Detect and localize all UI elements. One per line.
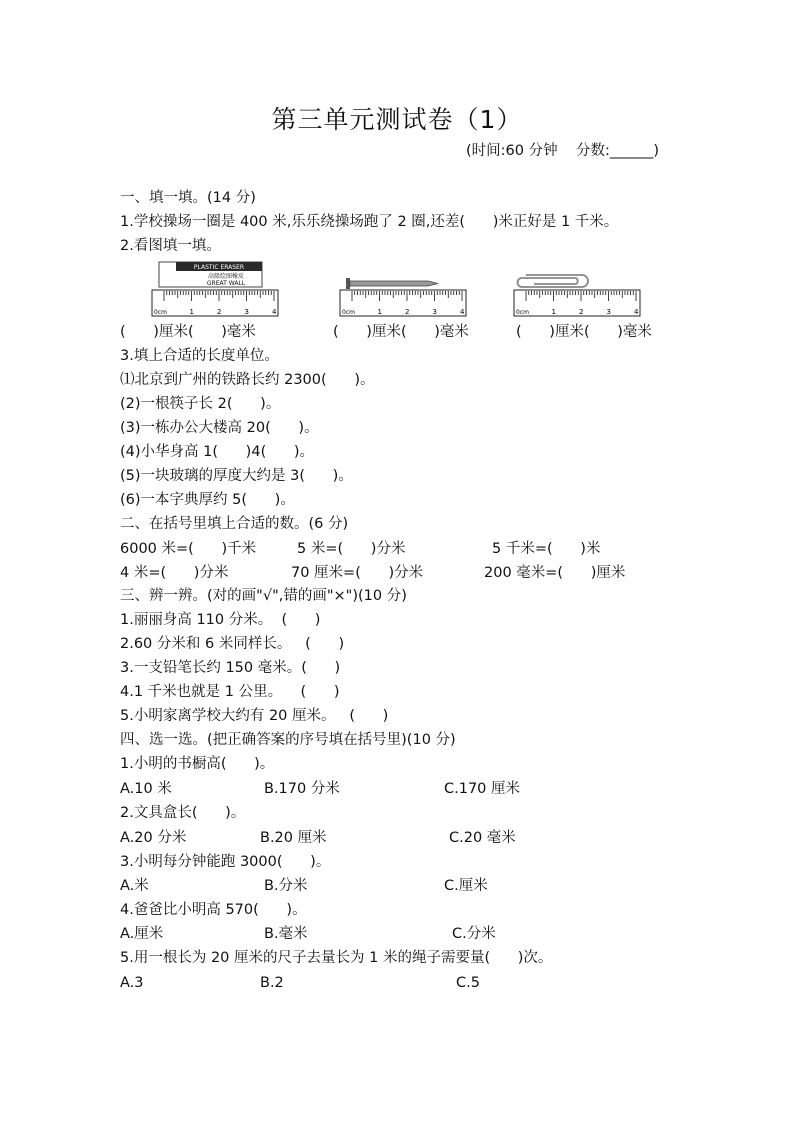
s2-item: 6000 米=( )千米 (120, 541, 257, 557)
s4-option-c: C.20 毫米 (449, 830, 516, 846)
s1-q3-item: ⑴北京到广州的铁路长约 2300( )。 (120, 372, 375, 388)
s1-q3-item: (4)小华身高 1( )4( )。 (120, 444, 315, 460)
ruler-label-1: 1 (189, 308, 194, 316)
ruler-label-0: 0cm (516, 309, 529, 316)
s3-item: 3.一支铅笔长约 150 毫米。( ) (120, 660, 341, 676)
s2-item: 4 米=( )分米 (120, 565, 229, 581)
s4-option-a: A.厘米 (120, 926, 164, 942)
ruler-label-0: 0cm (154, 309, 167, 316)
eraser-ruler-figure (150, 260, 280, 318)
s1-q3-item: (6)一本字典厚约 5( )。 (120, 492, 295, 508)
eraser-label-2: 高级绘图橡皮 (207, 273, 245, 280)
s4-option-b: B.分米 (264, 878, 308, 894)
ruler-label-2: 2 (405, 308, 410, 316)
s4-question: 2.文具盒长( )。 (120, 805, 246, 821)
section4-heading: 四、选一选。(把正确答案的序号填在括号里)(10 分) (120, 732, 456, 748)
s4-option-a: A.20 分米 (120, 830, 187, 846)
s3-item: 1.丽丽身高 110 分米。 ( ) (120, 612, 321, 628)
section2-heading: 二、在括号里填上合适的数。(6 分) (120, 516, 349, 532)
s4-question: 1.小明的书橱高( )。 (120, 756, 275, 772)
nail-icon (346, 278, 438, 289)
eraser-icon (159, 262, 262, 287)
paperclip-ruler-figure (512, 260, 642, 318)
s4-option-c: C.5 (456, 975, 480, 991)
s4-option-a: A.10 米 (120, 781, 172, 797)
s3-item: 4.1 千米也就是 1 公里。 ( ) (120, 684, 340, 700)
s4-question: 5.用一根长为 20 厘米的尺子去量长为 1 米的绳子需要量( )次。 (120, 950, 553, 966)
page-title: 第三单元测试卷（1） (271, 105, 523, 134)
s4-question: 3.小明每分钟能跑 3000( )。 (120, 854, 331, 870)
ruler-label-3: 3 (606, 308, 611, 316)
eraser-label-1: PLASTIC ERASER (193, 264, 245, 271)
s3-item: 5.小明家离学校大约有 20 厘米。 ( ) (120, 708, 389, 724)
s1-q1: 1.学校操场一圈是 400 米,乐乐绕操场跑了 2 圈,还差( )米正好是 1 千米。 (120, 214, 619, 230)
eraser-label-3: GREAT WALL (206, 280, 246, 287)
s3-item: 2.60 分米和 6 米同样长。 ( ) (120, 636, 345, 652)
ruler-label-2: 2 (217, 308, 222, 316)
s4-option-b: B.170 分米 (264, 781, 340, 797)
s2-item: 5 千米=( )米 (492, 541, 601, 557)
ruler-icon (152, 290, 278, 316)
s1-q3-item: (3)一栋办公大楼高 20( )。 (120, 420, 319, 436)
ruler-icon (340, 290, 466, 316)
s1-q2-answer-2: ( )厘米( )毫米 (333, 324, 469, 340)
s4-option-b: B.毫米 (264, 926, 308, 942)
ruler-label-4: 4 (460, 308, 465, 316)
ruler-label-1: 1 (551, 308, 556, 316)
s4-option-c: C.厘米 (444, 878, 488, 894)
ruler-label-1: 1 (377, 308, 382, 316)
s4-option-b: B.20 厘米 (260, 830, 327, 846)
s1-q2-answer-1: ( )厘米( )毫米 (120, 324, 256, 340)
s4-option-c: C.分米 (452, 926, 496, 942)
ruler-label-4: 4 (272, 308, 277, 316)
s1-q2: 2.看图填一填。 (120, 238, 221, 254)
ruler-label-0: 0cm (342, 309, 355, 316)
time-score-info: (时间:60 分钟 分数:______) (466, 143, 660, 159)
s2-item: 200 毫米=( )厘米 (484, 565, 626, 581)
ruler-label-2: 2 (579, 308, 584, 316)
s4-option-a: A.米 (120, 878, 149, 894)
ruler-icon (514, 290, 640, 316)
ruler-label-4: 4 (634, 308, 639, 316)
s1-q3-item: (5)一块玻璃的厚度大约是 3( )。 (120, 468, 353, 484)
s4-question: 4.爸爸比小明高 570( )。 (120, 902, 307, 918)
s4-option-b: B.2 (260, 975, 284, 991)
s2-item: 5 米=( )分米 (297, 541, 406, 557)
section3-heading: 三、辨一辨。(对的画"√",错的画"×")(10 分) (120, 588, 407, 604)
s1-q3-item: (2)一根筷子长 2( )。 (120, 396, 281, 412)
s1-q3: 3.填上合适的长度单位。 (120, 348, 279, 364)
s1-q2-answer-3: ( )厘米( )毫米 (516, 324, 652, 340)
s4-option-c: C.170 厘米 (444, 781, 521, 797)
ruler-label-3: 3 (244, 308, 249, 316)
section1-heading: 一、填一填。(14 分) (120, 190, 256, 206)
s2-item: 70 厘米=( )分米 (291, 565, 424, 581)
nail-ruler-figure (338, 260, 468, 318)
ruler-label-3: 3 (432, 308, 437, 316)
s4-option-a: A.3 (120, 975, 144, 991)
paperclip-icon (518, 275, 589, 287)
